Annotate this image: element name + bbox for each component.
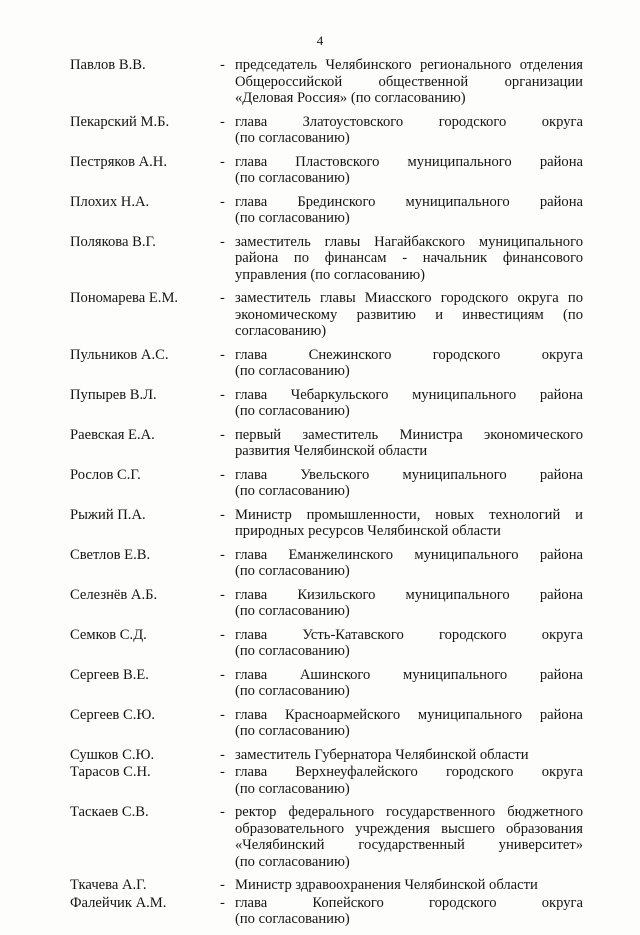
position-line: заместитель главы Миасского городского округа по	[235, 290, 583, 306]
member-position	[235, 194, 583, 227]
position-line: Министр промышленности, новых технологий и	[235, 506, 583, 523]
position-line: (по согласованию)	[235, 603, 350, 619]
position-line: (по согласованию)	[235, 911, 350, 927]
list-item	[0, 467, 640, 500]
position-line: природных ресурсов Челябинской области	[235, 523, 501, 539]
list-item	[0, 114, 640, 147]
position-line: (по согласованию)	[235, 363, 350, 379]
member-position	[235, 707, 583, 740]
list-item	[0, 587, 640, 620]
position-line: «Деловая Россия» (по согласованию)	[235, 90, 466, 106]
position-line: глава Кизильского муниципального района	[235, 586, 583, 603]
dash-separator: -	[220, 764, 225, 780]
position-line: (по согласованию)	[235, 483, 350, 499]
position-line: заместитель главы Нагайбакского муниципального	[235, 233, 583, 250]
position-line: (по согласованию)	[235, 130, 350, 146]
position-line: (по согласованию)	[235, 563, 350, 579]
list-item	[0, 877, 640, 894]
member-name: Рослов С.Г.	[70, 466, 141, 483]
member-name: Пупырев В.Л.	[70, 386, 157, 403]
member-name: Пономарева Е.М.	[70, 290, 179, 306]
position-line: глава Чебаркульского муниципального района	[235, 386, 583, 403]
dash-separator: -	[220, 804, 225, 820]
dash-separator: -	[220, 546, 225, 563]
member-position	[235, 467, 583, 500]
member-position	[235, 427, 583, 460]
list-item	[0, 507, 640, 540]
dash-separator: -	[220, 586, 225, 603]
position-line: глава Усть-Катавского городского округа	[235, 626, 583, 643]
position-line: глава Брединского муниципального района	[235, 193, 583, 210]
list-item	[0, 234, 640, 284]
member-name: Пестряков А.Н.	[70, 153, 167, 170]
position-line: глава Златоустовского городского округа	[235, 113, 583, 130]
member-name: Фалейчик А.М.	[70, 894, 167, 911]
list-item	[0, 154, 640, 187]
member-position	[235, 347, 583, 380]
member-position	[235, 804, 583, 870]
position-line: (по согласованию)	[235, 723, 350, 739]
dash-separator: -	[220, 193, 225, 210]
position-line: образовательного учреждения высшего образования	[235, 820, 583, 837]
position-line: первый заместитель Министра экономического	[235, 426, 583, 443]
list-item	[0, 804, 640, 870]
member-name: Ткачева А.Г.	[70, 877, 147, 893]
member-name: Тарасов С.Н.	[70, 764, 151, 780]
list-item	[0, 547, 640, 580]
position-line: глава Ашинского муниципального района	[235, 666, 583, 683]
dash-separator: -	[220, 153, 225, 170]
member-position	[235, 747, 583, 764]
position-line: (по согласованию)	[235, 403, 350, 419]
member-position	[235, 234, 583, 284]
member-name: Таскаев С.В.	[70, 804, 149, 820]
position-line: глава Верхнеуфалейского городского округа	[235, 764, 583, 780]
member-position	[235, 547, 583, 580]
dash-separator: -	[220, 894, 225, 911]
position-line: управления (по согласованию)	[235, 266, 426, 283]
list-item	[0, 747, 640, 764]
position-line: (по согласованию)	[235, 210, 350, 226]
dash-separator: -	[220, 506, 225, 523]
dash-separator: -	[220, 290, 225, 306]
page-number: 4	[316, 33, 324, 48]
dash-separator: -	[220, 746, 225, 763]
member-name: Сушков С.Ю.	[70, 746, 155, 763]
position-line: глава Пластовского муниципального района	[235, 153, 583, 170]
position-line: согласованию)	[235, 323, 327, 339]
dash-separator: -	[220, 706, 225, 723]
member-position	[235, 667, 583, 700]
member-name: Полякова В.Г.	[70, 233, 156, 250]
member-list	[0, 57, 640, 935]
dash-separator: -	[220, 113, 225, 130]
member-position	[235, 114, 583, 147]
member-position	[235, 587, 583, 620]
position-line: (по согласованию)	[235, 780, 350, 797]
member-name: Раевская Е.А.	[70, 426, 155, 443]
list-item	[0, 707, 640, 740]
member-position	[235, 290, 583, 340]
member-name: Селезнёв А.Б.	[70, 586, 158, 603]
dash-separator: -	[220, 666, 225, 683]
list-item	[0, 895, 640, 928]
position-line: заместитель Губернатора Челябинской области	[235, 746, 529, 763]
position-line: развития Челябинской области	[235, 443, 428, 459]
position-line: глава Еманжелинского муниципального района	[235, 546, 583, 563]
position-line: (по согласованию)	[235, 853, 350, 870]
position-line: ректор федерального государственного бюджетного	[235, 804, 583, 820]
dash-separator: -	[220, 57, 225, 73]
member-position	[235, 154, 583, 187]
member-position	[235, 57, 583, 107]
member-position	[235, 895, 583, 928]
list-item	[0, 57, 640, 107]
position-line: Министр здравоохранения Челябинской области	[235, 877, 538, 893]
position-line: «Челябинский государственный университет»	[235, 837, 583, 853]
list-item	[0, 194, 640, 227]
member-name: Пульников А.С.	[70, 346, 169, 363]
position-line: (по согласованию)	[235, 643, 350, 659]
dash-separator: -	[220, 346, 225, 363]
position-line: экономическому развитию и инвестициям (по	[235, 306, 583, 323]
member-position	[235, 387, 583, 420]
list-item	[0, 290, 640, 340]
member-name: Сергеев В.Е.	[70, 666, 149, 683]
member-position	[235, 507, 583, 540]
position-line: района по финансам - начальник финансового	[235, 250, 583, 266]
member-position	[235, 764, 583, 797]
dash-separator: -	[220, 626, 225, 643]
position-line: председатель Челябинского регионального отделения	[235, 57, 583, 73]
position-line: глава Красноармейского муниципального района	[235, 706, 583, 723]
list-item	[0, 764, 640, 797]
position-line: глава Увельского муниципального района	[235, 466, 583, 483]
dash-separator: -	[220, 233, 225, 250]
list-item	[0, 627, 640, 660]
position-line: глава Копейского городского округа	[235, 894, 583, 911]
position-line: (по согласованию)	[235, 170, 350, 186]
position-line: глава Снежинского городского округа	[235, 346, 583, 363]
dash-separator: -	[220, 466, 225, 483]
member-name: Павлов В.В.	[70, 57, 146, 73]
dash-separator: -	[220, 386, 225, 403]
member-name: Рыжий П.А.	[70, 506, 146, 523]
dash-separator: -	[220, 877, 225, 893]
dash-separator: -	[220, 426, 225, 443]
list-item	[0, 667, 640, 700]
member-name: Плохих Н.А.	[70, 193, 150, 210]
list-item	[0, 387, 640, 420]
member-name: Сергеев С.Ю.	[70, 706, 156, 723]
position-line: Общероссийской общественной организации	[235, 73, 583, 90]
member-name: Семков С.Д.	[70, 626, 147, 643]
member-position	[235, 877, 583, 894]
member-name: Пекарский М.Б.	[70, 113, 170, 130]
list-item	[0, 347, 640, 380]
member-position	[235, 627, 583, 660]
position-line: (по согласованию)	[235, 683, 350, 699]
list-item	[0, 427, 640, 460]
member-name: Светлов Е.В.	[70, 546, 151, 563]
